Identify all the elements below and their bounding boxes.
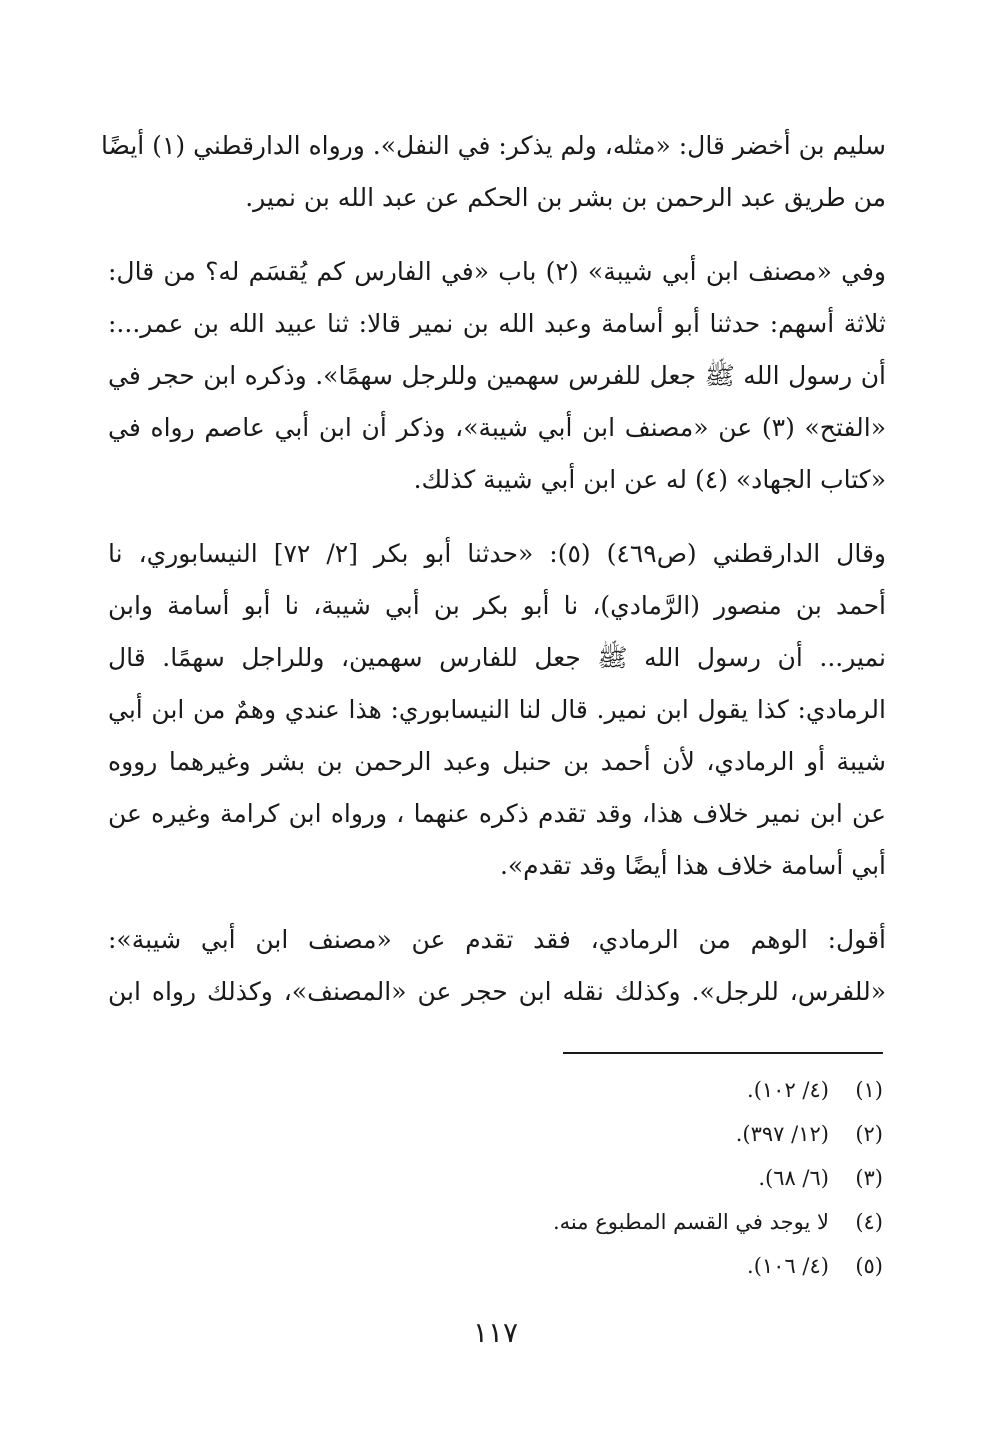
text-line: وفي «مصنف ابن أبي شيبة» (٢) باب «في الفارس كم يُقسَم له؟ من قال: — [108, 257, 887, 286]
paragraph-1 — [101, 120, 886, 224]
text-line: «الفتح» (٣) عن «مصنف ابن أبي شيبة»، وذكر أن ابن أبي عاصم رواه في — [108, 413, 886, 442]
footnote-text: لا يوجد في القسم المطبوع منه. — [553, 1210, 829, 1234]
text-line: «للفرس، للرجل». وكذلك نقله ابن حجر عن «المصنف»، وكذلك رواه ابن — [108, 977, 886, 1006]
footnote-item — [283, 1244, 883, 1288]
paragraph-4 — [108, 914, 886, 1018]
text-line: أحمد بن منصور (الرَّمادي)، نا أبو بكر بن أبي شيبة، نا أبو أسامة وابن — [108, 591, 886, 620]
footnote-item — [283, 1156, 883, 1200]
footnote-text: (٤/ ١٠٦). — [747, 1254, 829, 1278]
text-line: من طريق عبد الرحمن بن بشر بن الحكم عن عبد الله بن نمير. — [245, 183, 886, 212]
paragraph-2 — [108, 246, 886, 506]
text-line: أن رسول الله ﷺ جعل للفرس سهمين وللرجل سهمًا». وذكره ابن حجر في — [108, 361, 886, 390]
footnotes — [283, 1068, 883, 1288]
paragraph-3 — [108, 528, 886, 892]
footnote-number: (١) — [855, 1078, 883, 1102]
text-line: أقول: الوهم من الرمادي، فقد تقدم عن «مصنف ابن أبي شيبة»: — [108, 925, 886, 954]
text-line: عن ابن نمير خلاف هذا، وقد تقدم ذكره عنهما ، ورواه ابن كرامة وغيره عن — [108, 799, 886, 828]
footnote-item — [283, 1068, 883, 1112]
text-line: سليم بن أخضر قال: «مثله، ولم يذكر: في النفل». ورواه الدارقطني (١) أيضًا — [101, 131, 886, 160]
text-line: أبي أسامة خلاف هذا أيضًا وقد تقدم». — [499, 851, 886, 880]
text-line: «كتاب الجهاد» (٤) له عن ابن أبي شيبة كذلك. — [413, 465, 886, 494]
text-line: شيبة أو الرمادي، لأن أحمد بن حنبل وعبد الرحمن بن بشر وغيرهما رووه — [108, 747, 886, 776]
footnote-text: (٦/ ٦٨). — [758, 1166, 829, 1190]
footnote-number: (٥) — [855, 1254, 883, 1278]
text-line: نمير... أن رسول الله ﷺ جعل للفارس سهمين، وللراجل سهمًا. قال — [108, 643, 886, 672]
footnote-text: (٤/ ١٠٢). — [747, 1078, 829, 1102]
footnote-item — [283, 1200, 883, 1244]
footnote-item — [283, 1112, 883, 1156]
footnote-text: (١٢/ ٣٩٧). — [735, 1122, 829, 1146]
text-line: وقال الدارقطني (ص٤٦٩) (٥): «حدثنا أبو بكر [٢/ ٧٢] النيسابوري، نا — [108, 539, 886, 568]
text-line: ثلاثة أسهم: حدثنا أبو أسامة وعبد الله بن نمير قالا: ثنا عبيد الله بن عمر...: — [108, 309, 886, 338]
main-text — [101, 120, 887, 1040]
footnote-number: (٣) — [855, 1166, 883, 1190]
page-number: ١١٧ — [472, 1316, 519, 1349]
text-line: الرمادي: كذا يقول ابن نمير. قال لنا النيسابوري: هذا عندي وهمٌ من ابن أبي — [108, 695, 886, 724]
footnote-number: (٤) — [855, 1210, 883, 1234]
footnote-number: (٢) — [855, 1122, 883, 1146]
footnote-divider — [563, 1052, 883, 1054]
